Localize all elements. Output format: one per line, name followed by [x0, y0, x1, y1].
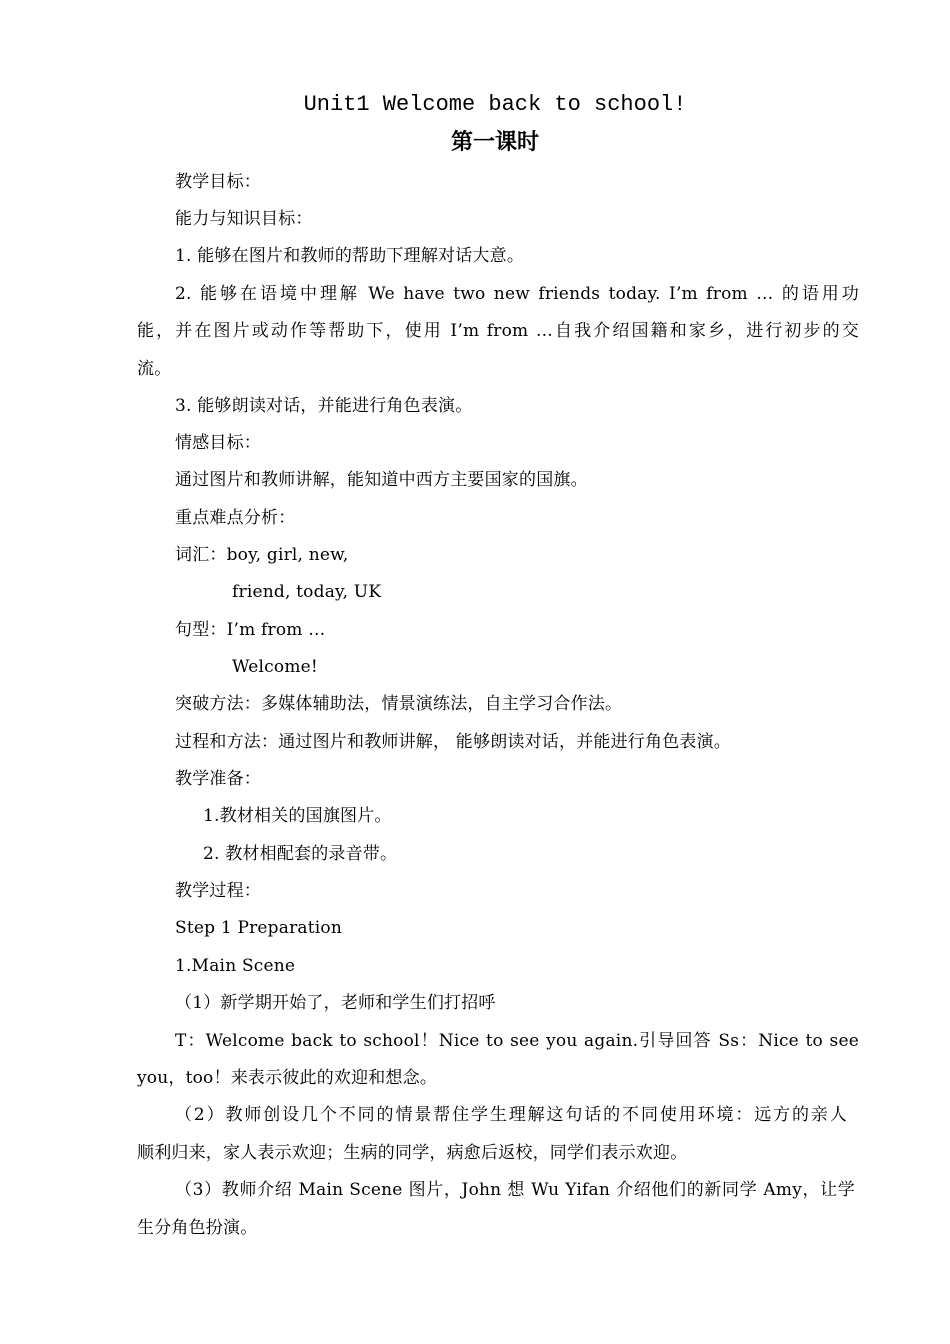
vocabulary-line-1: 词汇：boy, girl, new, [175, 545, 349, 565]
goal-item-3: 3. 能够朗读对话，并能进行角色表演。 [175, 396, 473, 416]
document-title: Unit1 Welcome back to school! [303, 92, 687, 117]
preparation-item-2: 2. 教材相配套的录音带。 [203, 844, 398, 864]
preparation-item-1: 1.教材相关的国旗图片。 [203, 806, 392, 826]
process-and-methods: 过程和方法：通过图片和教师讲解， 能够朗读对话，并能进行角色表演。 [175, 732, 732, 752]
section-heading-preparation: 教学准备： [175, 769, 261, 789]
sentence-pattern-line-1: 句型：I’m from … [175, 620, 326, 640]
document-subtitle: 第一课时 [450, 130, 539, 155]
vocabulary-line-2: friend, today, UK [232, 582, 382, 602]
main-scene-item-3-line-2: 生分角色扮演。 [137, 1218, 258, 1238]
section-heading-key-points: 重点难点分析： [175, 508, 296, 528]
main-scene-item-3-line-1: （3）教师介绍 Main Scene 图片，John 想 Wu Yifan 介绍他们的新同学 Amy，让学 [175, 1180, 855, 1200]
goal-item-2-line-1: 2. 能够在语境中理解 We have two new friends today. I’m from … 的语用功 [175, 284, 859, 304]
dialogue-line-1: T：Welcome back to school！Nice to see you again.引导回答 Ss：Nice to see [175, 1031, 859, 1051]
section-heading-ability-goals: 能力与知识目标： [175, 209, 313, 229]
main-scene-item-2-line-2: 顺利归来，家人表示欢迎；生病的同学，病愈后返校，同学们表示欢迎。 [137, 1143, 688, 1163]
step-1-heading: Step 1 Preparation [175, 918, 343, 938]
dialogue-line-2: you，too！来表示彼此的欢迎和想念。 [137, 1068, 438, 1088]
main-scene-item-1: （1）新学期开始了，老师和学生们打招呼 [175, 993, 496, 1013]
breakthrough-methods: 突破方法：多媒体辅助法，情景演练法，自主学习合作法。 [175, 694, 623, 714]
section-heading-process: 教学过程： [175, 881, 261, 901]
goal-item-2-line-2: 能，并在图片或动作等帮助下，使用 I’m from …自我介绍国籍和家乡，进行初步的交 [137, 321, 859, 341]
goal-item-1: 1. 能够在图片和教师的帮助下理解对话大意。 [175, 246, 525, 266]
section-heading-teaching-goals: 教学目标： [175, 172, 261, 192]
goal-item-2-line-3: 流。 [137, 359, 172, 379]
emotion-goal-text: 通过图片和教师讲解，能知道中西方主要国家的国旗。 [175, 470, 588, 490]
sentence-pattern-line-2: Welcome! [232, 657, 318, 677]
main-scene-item-2-line-1: （2）教师创设几个不同的情景帮住学生理解这句话的不同使用环境：远方的亲人 [175, 1105, 847, 1125]
section-heading-emotion-goals: 情感目标： [175, 433, 261, 453]
main-scene-heading: 1.Main Scene [175, 956, 296, 976]
